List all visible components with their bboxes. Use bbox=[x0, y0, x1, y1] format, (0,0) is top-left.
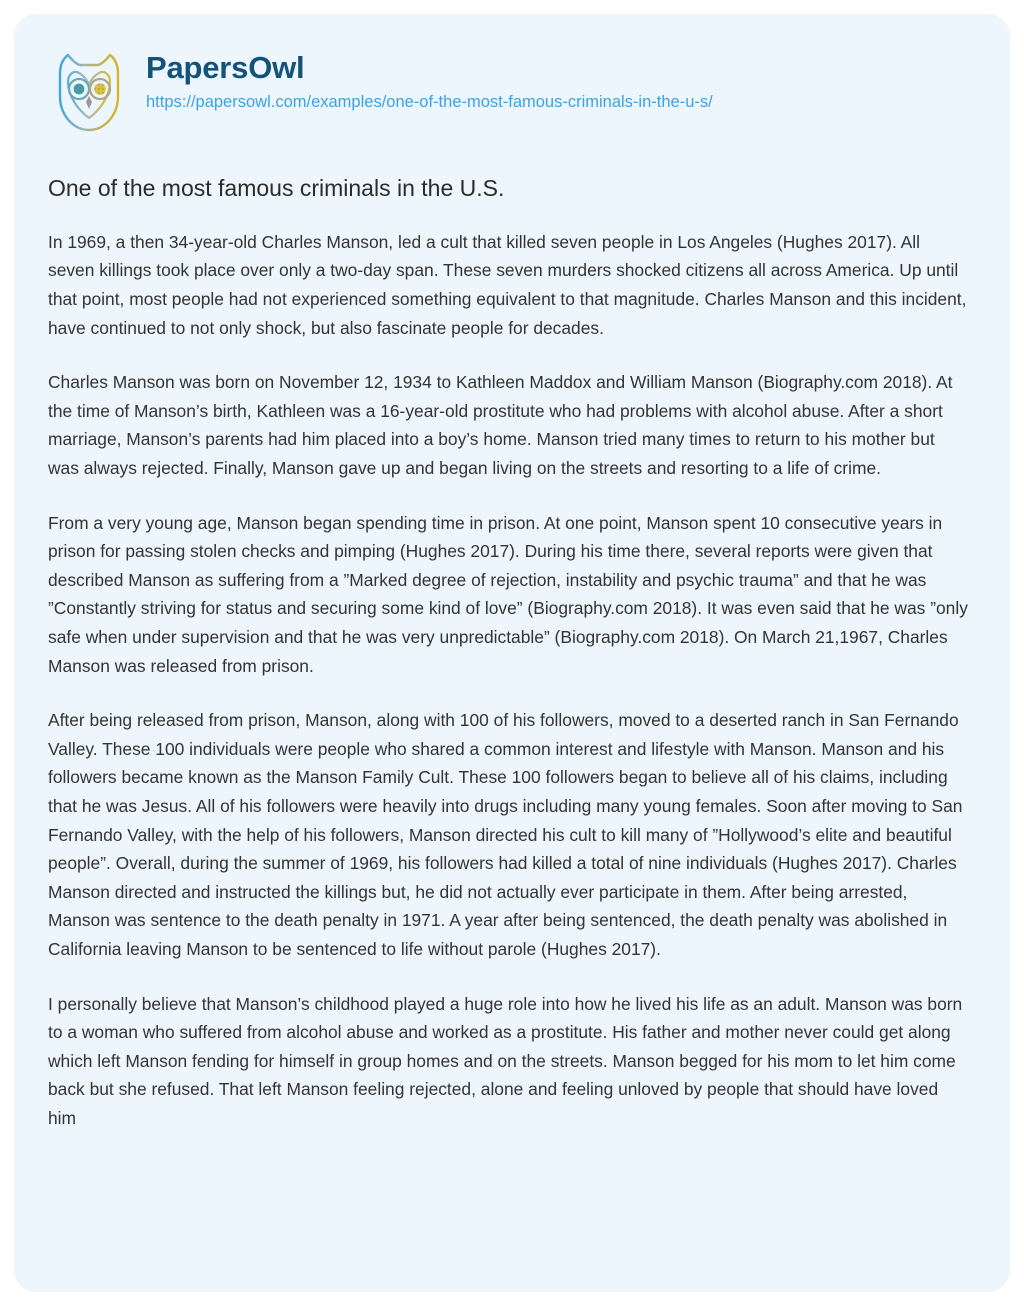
brand-name: PapersOwl bbox=[146, 50, 305, 85]
article-paragraph: After being released from prison, Manson, along with 100 of his followers, moved to a deserted ranch in San Fernando Valley. These 100 individuals were people who shared a common interest and lifestyle with Manson. Manson and his followers became known as the Manson Family Cult. These 100 followers began to believe all of his claims, including that he was Jesus. All of his followers were heavily into drugs including many young females. Soon after moving to San Fernando Valley, with the help of his followers, Manson directed his cult to kill many of ”Hollywood’s elite and beautiful people”. Overall, during the summer of 1969, his followers had killed a total of nine individuals (Hughes 2017). Charles Manson directed and instructed the killings but, he did not actually ever participate in them. After being arrested, Manson was sentence to the death penalty in 1971. A year after being sentenced, the death penalty was abolished in California leaving Manson to be sentenced to life without parole (Hughes 2017). bbox=[48, 710, 963, 959]
article-paragraph: Charles Manson was born on November 12, 1934 to Kathleen Maddox and William Manson (Biography.com 2018). At the time of Manson’s birth, Kathleen was a 16-year-old prostitute who had problems with alcohol abuse. After a short marriage, Manson’s parents had him placed into a boy’s home. Manson tried many times to return to his mother but was always rejected. Finally, Manson gave up and began living on the streets and resorting to a life of crime. bbox=[48, 372, 953, 479]
article bbox=[14, 174, 1010, 1133]
owl-logo-icon bbox=[46, 44, 132, 136]
article-paragraph: From a very young age, Manson began spending time in prison. At one point, Manson spent 10 consecutive years in prison for passing stolen checks and pimping (Hughes 2017). During his time there, several reports were given that described Manson as suffering from a ”Marked degree of rejection, instability and psychic trauma” and that he was ”Constantly striving for status and securing some kind of love” (Biography.com 2018). It was even said that he was ”only safe when under supervision and that he was very unpredictable” (Biography.com 2018). On March 21,1967, Charles Manson was released from prison. bbox=[48, 512, 968, 676]
article-paragraph: I personally believe that Manson’s childhood played a huge role into how he lived his life as an adult. Manson was born to a woman who suffered from alcohol abuse and worked as a prostitute. His father and mother never could get along which left Manson fending for himself in group homes and on the streets. Manson begged for his mom to let him come back but she refused. That left Manson feeling rejected, alone and feeling unloved by people that should have loved him bbox=[48, 993, 963, 1128]
article-body bbox=[48, 228, 970, 1133]
site-header bbox=[14, 14, 1010, 136]
page-title: One of the most famous criminals in the U.S. bbox=[48, 175, 505, 201]
brand-block bbox=[146, 44, 713, 112]
essay-card bbox=[14, 14, 1010, 1292]
article-paragraph: In 1969, a then 34-year-old Charles Manson, led a cult that killed seven people in Los Angeles (Hughes 2017). All seven killings took place over only a two-day span. These seven murders shocked citizens all across America. Up until that point, most people had not experienced something equivalent to that magnitude. Charles Manson and this incident, have continued to not only shock, but also fascinate people for decades. bbox=[48, 231, 967, 338]
site-url-link[interactable]: https://papersowl.com/examples/one-of-the-most-famous-criminals-in-the-u-s/ bbox=[146, 92, 713, 111]
